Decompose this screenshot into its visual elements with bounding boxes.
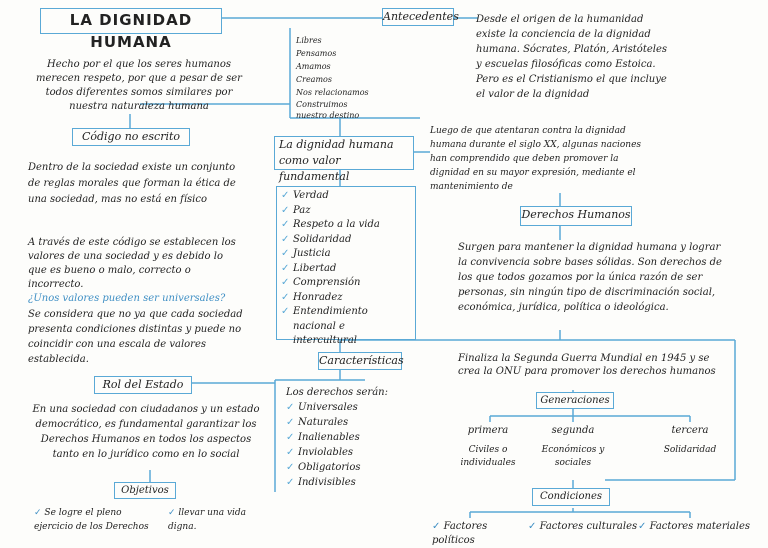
- objetivo-item: ✓ Se logre el pleno ejercicio de los Derechos: [34, 508, 149, 532]
- generacion-segunda: segunda Económicos y sociales: [541, 425, 605, 468]
- onu-text: Finaliza la Segunda Guerra Mundial en 1945 y se crea la ONU para promover los derechos humanos: [458, 353, 716, 377]
- condicion-item: ✓ Factores culturales: [528, 521, 638, 532]
- page-title: LA DIGNIDAD HUMANA: [40, 8, 222, 34]
- generacion-tercera: tercera Solidaridad: [663, 425, 717, 455]
- value-item: ✓ Respeto a la vida: [281, 218, 411, 233]
- codigo-label: Código no escrito: [72, 128, 190, 146]
- generaciones-label: Generaciones: [536, 392, 614, 409]
- value-item: ✓ Comprensión: [281, 276, 411, 291]
- luego-text: Luego de que atentaran contra la dignidad humana durante el siglo XX, algunas naciones han comprendido que deben promover la dignidad en su mayor expresión, mediante el mantenimiento de: [430, 126, 642, 192]
- value-item: ✓ Libertad: [281, 262, 411, 277]
- caracteristica-item: ✓ Obligatorios: [286, 460, 406, 475]
- valor-label: La dignidad humana como valor fundamental: [274, 136, 414, 170]
- trait-item: Amamos: [296, 62, 331, 71]
- trait-item: Libres: [296, 36, 322, 45]
- objetivo-item: ✓ llevar una vida digna.: [168, 508, 247, 532]
- value-item: ✓ Justicia: [281, 247, 411, 262]
- generacion-primera: primera Civiles o individuales: [460, 425, 516, 468]
- codigo-text: Dentro de la sociedad existe un conjunto de reglas morales que forman la ética de una sociedad, mas no está en físico: [28, 162, 236, 205]
- trait-item: Creamos: [296, 75, 332, 84]
- antecedentes-text: Desde el origen de la humanidad existe la conciencia de la dignidad humana. Sócrates, Platón, Aristóteles y escuelas filosóficas como Estoica. Pero es el Cristianismo el que incluye el valor de la dignidad: [476, 14, 668, 100]
- value-item: ✓ Paz: [281, 204, 411, 219]
- intro-text: Hecho por el que los seres humanos merecen respeto, por que a pesar de ser todos diferentes somos similares por nuestra naturaleza humana: [36, 59, 242, 112]
- check-icon: ✓: [528, 521, 537, 532]
- codigo-text-3: Se considera que no ya que cada sociedad presenta condiciones distintas y puede no coincidir con una escala de valores establecida.: [28, 309, 243, 365]
- rol-text: En una sociedad con ciudadanos y un estado democrático, es fundamental garantizar los Derechos Humanos en todos los aspectos tanto en lo jurídico como en lo social: [32, 404, 260, 460]
- caracteristicas-label: Características: [318, 352, 402, 370]
- condiciones-label: Condiciones: [532, 488, 610, 506]
- trait-item: Nos relacionamos: [296, 88, 369, 97]
- caracteristicas-list: [286, 400, 406, 490]
- check-icon: ✓: [34, 508, 42, 518]
- codigo-text-2: A través de este código se establecen los valores de una sociedad y es debido lo que es bueno o malo, correcto o incorrecto.: [28, 237, 236, 290]
- value-item: ✓ Solidaridad: [281, 233, 411, 248]
- condicion-item: ✓ Factores materiales: [638, 521, 751, 532]
- codigo-question: ¿Unos valores pueden ser universales?: [28, 293, 226, 304]
- check-icon: ✓: [638, 521, 647, 532]
- caracteristicas-intro: Los derechos serán:: [286, 387, 388, 398]
- condicion-item: ✓ Factores políticos: [432, 521, 488, 546]
- derechos-text: Surgen para mantener la dignidad humana y lograr la convivencia sobre bases sólidas. Son derechos de los que todos gozamos por la única razón de ser personas, sin ningún tipo de discriminación social, económica, jurídica, política o ideológica.: [458, 242, 722, 313]
- value-item: ✓ Honradez: [281, 291, 411, 306]
- trait-item: Construimos nuestro destino: [296, 100, 360, 120]
- caracteristica-item: ✓ Indivisibles: [286, 475, 406, 490]
- caracteristica-item: ✓ Inalienables: [286, 430, 406, 445]
- rol-label: Rol del Estado: [94, 376, 192, 394]
- check-icon: ✓: [168, 508, 176, 518]
- antecedentes-label: Antecedentes: [382, 8, 454, 26]
- values-box: [276, 186, 416, 346]
- value-item: ✓ Entendimiento nacional e intercultural: [281, 305, 411, 349]
- value-item: ✓ Verdad: [281, 189, 411, 204]
- check-icon: ✓: [432, 521, 441, 532]
- objetivos-label: Objetivos: [114, 482, 176, 499]
- trait-item: Pensamos: [296, 49, 337, 58]
- caracteristica-item: ✓ Universales: [286, 400, 406, 415]
- caracteristica-item: ✓ Naturales: [286, 415, 406, 430]
- traits-list: [296, 34, 374, 121]
- derechos-label: Derechos Humanos: [520, 206, 632, 226]
- caracteristica-item: ✓ Inviolables: [286, 445, 406, 460]
